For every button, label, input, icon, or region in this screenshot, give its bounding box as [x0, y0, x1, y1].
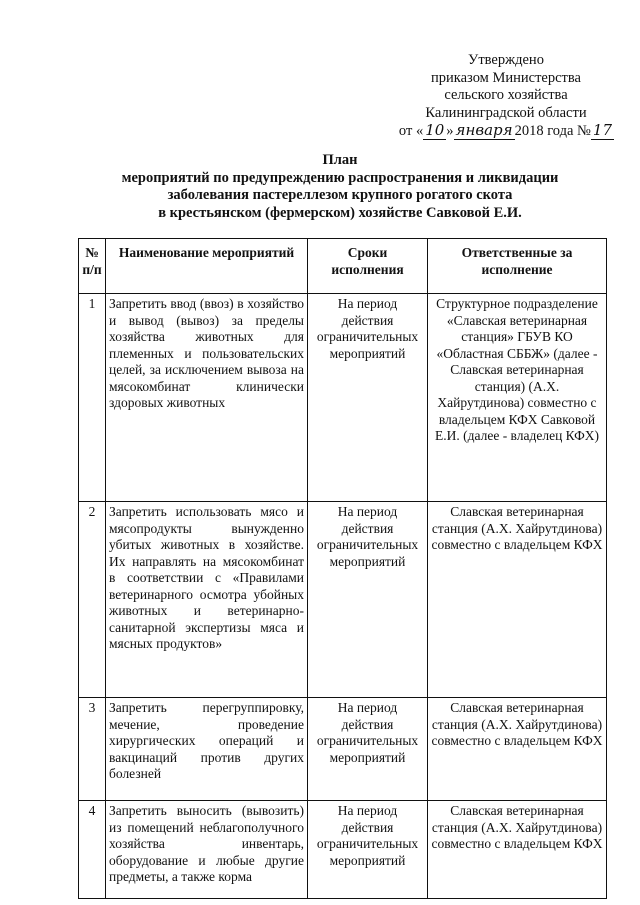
table-row: [79, 698, 607, 801]
row-measure: Запретить перегруппировку, мечение, проведение хирургических операций и вакцинаций против других болезней: [106, 698, 308, 801]
header-responsible: Ответственные за исполнение: [428, 239, 607, 294]
row-term: На период действия ограничительных мероприятий: [308, 502, 428, 698]
row-responsible: Славская ветеринарная станция (А.Х. Хайрутдинова) совместно с владельцем КФХ: [428, 698, 607, 801]
row-measure: Запретить ввод (ввоз) в хозяйство и вывод (вывоз) за пределы хозяйства животных для племенных и пользовательских целей, за исключением вывоза на мясокомбинат клинически здоровых животных: [106, 294, 308, 502]
title-line-farm: в крестьянском (фермерском) хозяйстве Савковой Е.И.: [158, 204, 522, 221]
approval-line-order: приказом Министерства: [431, 69, 581, 86]
row-responsible: Славская ветеринарная станция (А.Х. Хайрутдинова) совместно с владельцем КФХ: [428, 502, 607, 698]
title-line-plan: План: [322, 152, 358, 168]
row-responsible: Структурное подразделение «Славская ветеринарная станция» ГБУВ КО «Областная СББЖ» (далее - Славская ветеринарная станция) (А.Х. Хайрутдинова) совместно с владельцем КФХ Савковой Е.И. (далее - владелец КФХ): [428, 294, 607, 502]
table-row: [79, 801, 607, 899]
row-term: На период действия ограничительных мероприятий: [308, 801, 428, 899]
header-name: Наименование мероприятий: [106, 239, 308, 294]
row-num: 1: [79, 294, 106, 502]
title-line-measures: мероприятий по предупреждению распространения и ликвидации: [121, 169, 559, 186]
header-num: № п/п: [79, 239, 106, 294]
row-measure: Запретить использовать мясо и мясопродукты вынужденно убитых животных в хозяйстве. Их направлять на мясокомбинат в соответствии с «Правилами ветеринарного осмотра убойных животных и ветеринарно-санитарной экспертизы мяса и мясных продуктов»: [106, 502, 308, 698]
approval-line-region: Калининградской области: [425, 104, 587, 121]
header-term: Сроки исполнения: [308, 239, 428, 294]
row-num: 4: [79, 801, 106, 899]
date-mid: »: [446, 123, 454, 139]
row-term: На период действия ограничительных мероприятий: [308, 698, 428, 801]
date-year: 2018 года №: [514, 123, 591, 139]
date-month-handwritten: января: [455, 121, 513, 139]
row-num: 2: [79, 502, 106, 698]
order-number-handwritten: 17: [592, 121, 612, 139]
measures-table: [78, 238, 607, 899]
approval-line-approved: Утверждено: [468, 52, 544, 68]
table-row: [79, 502, 607, 698]
row-responsible: Славская ветеринарная станция (А.Х. Хайрутдинова) совместно с владельцем КФХ: [428, 801, 607, 899]
approval-block: [396, 52, 616, 141]
approval-date-line: [396, 122, 616, 141]
row-num: 3: [79, 698, 106, 801]
date-day-handwritten: 10: [425, 121, 445, 139]
row-term: На период действия ограничительных мероприятий: [308, 294, 428, 502]
table-row: [79, 294, 607, 502]
plan-title: [80, 152, 600, 222]
table-header-row: [79, 239, 607, 294]
title-line-disease: заболевания пастереллезом крупного рогатого скота: [167, 187, 513, 203]
approval-line-ministry: сельского хозяйства: [444, 87, 568, 103]
row-measure: Запретить выносить (вывозить) из помещений неблагополучного хозяйства инвентарь, оборудование и любые другие предметы, а также корма: [106, 801, 308, 899]
date-prefix: от «: [398, 123, 424, 139]
